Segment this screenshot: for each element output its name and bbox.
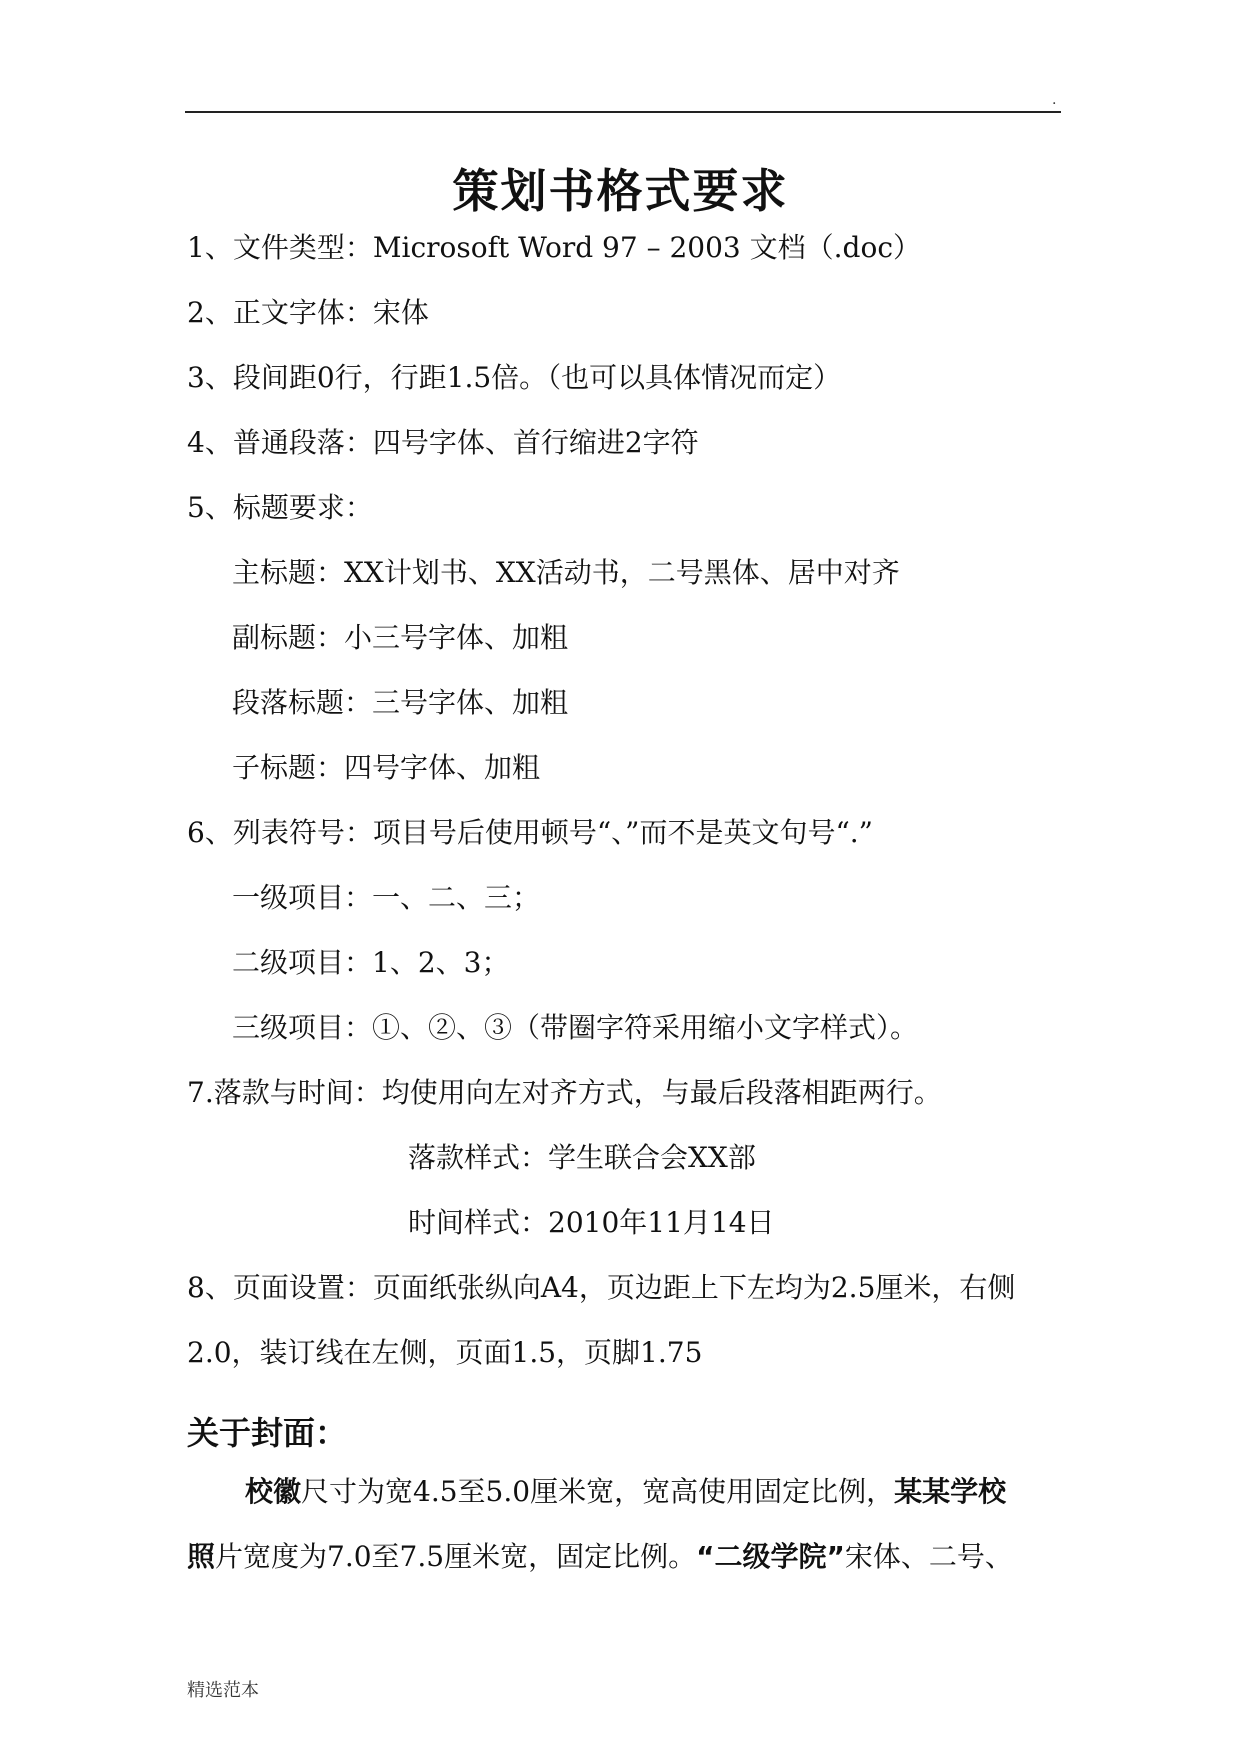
item-page-setup-line2: 2.0，装订线在左侧，页面1.5，页脚1.75: [187, 1336, 703, 1369]
subitem-main-title: 主标题：XX计划书、XX活动书，二号黑体、居中对齐: [232, 556, 900, 589]
cover-college-text: 宋体、二号、: [844, 1540, 1013, 1573]
cover-heading: 关于封面：: [187, 1414, 348, 1452]
header-mark: .: [1052, 92, 1057, 108]
header-rule: [185, 111, 1061, 113]
signature-sample: 落款样式：学生联合会XX部: [408, 1141, 756, 1174]
cover-paragraph-line1: [187, 1472, 1063, 1512]
item-body-font: 2、正文字体：宋体: [187, 296, 429, 329]
item-paragraph: 4、普通段落：四号字体、首行缩进2字符: [187, 426, 699, 459]
item-heading-req: 5、标题要求：: [187, 491, 373, 524]
cover-paragraph-line2: [187, 1537, 1063, 1577]
footer-text: 精选范本: [187, 1680, 259, 1701]
item-signature: 7.落款与时间：均使用向左对齐方式，与最后段落相距两行。: [187, 1076, 942, 1109]
subitem-subtitle: 副标题：小三号字体、加粗: [232, 621, 569, 654]
item-file-type: 1、文件类型：Microsoft Word 97 – 2003 文档（.doc）: [187, 231, 922, 264]
cover-college-term: “二级学院”: [696, 1540, 845, 1573]
subitem-level-2: 二级项目：1、2、3；: [232, 946, 510, 979]
item-spacing: 3、段间距0行，行距1.5倍。（也可以具体情况而定）: [187, 361, 842, 394]
item-list-symbol: 6、列表符号：项目号后使用顿号“、”而不是英文句号“.”: [187, 816, 873, 849]
subitem-level-1: 一级项目：一、二、三；: [232, 881, 541, 914]
page-title: 策划书格式要求: [452, 164, 789, 218]
cover-school-term: 某某学校: [894, 1475, 1007, 1508]
subitem-section-title: 段落标题：三号字体、加粗: [232, 686, 569, 719]
cover-photo-text: 片宽度为7.0至7.5厘米宽，固定比例。: [215, 1540, 697, 1573]
subitem-level-3: 三级项目：①、②、③（带圈字符采用缩小文字样式）。: [232, 1011, 919, 1044]
cover-emblem-text: 尺寸为宽4.5至5.0厘米宽，宽高使用固定比例，: [301, 1475, 895, 1508]
item-page-setup-line1: 8、页面设置：页面纸张纵向A4，页边距上下左均为2.5厘米，右侧: [187, 1271, 1016, 1304]
subitem-child-title: 子标题：四号字体、加粗: [232, 751, 541, 784]
date-sample: 时间样式：2010年11月14日: [408, 1206, 775, 1239]
cover-emblem-term: 校徽: [245, 1475, 302, 1508]
cover-photo-term: 照: [187, 1540, 216, 1573]
